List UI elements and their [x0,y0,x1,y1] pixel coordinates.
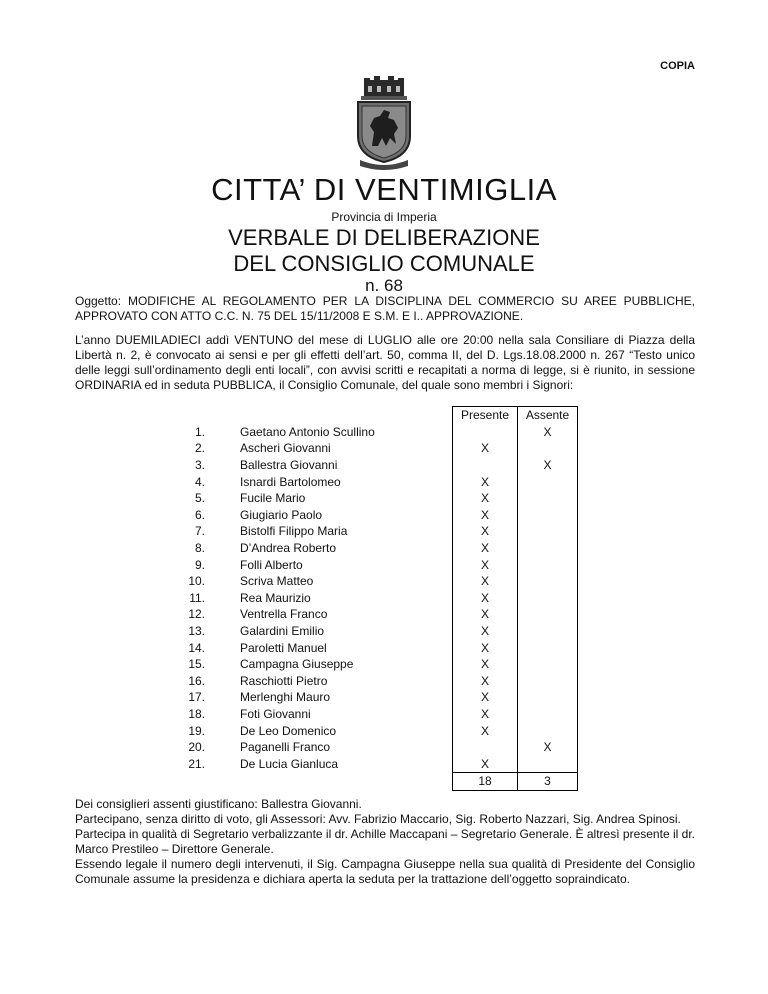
attendance-row [155,540,578,557]
absent-mark: X [518,457,578,474]
member-name: Ballestra Giovanni [240,458,338,473]
attendance-row [155,490,578,507]
attendance-row [155,739,578,756]
attendance-row [155,689,578,706]
verbale-line-2: DEL CONSIGLIO COMUNALE [233,251,535,276]
attendance-row [155,656,578,673]
present-mark: X [453,556,518,573]
absent-mark [518,755,578,772]
absent-mark [518,689,578,706]
total-absent: 3 [518,773,578,791]
member-number: 9. [194,557,205,572]
absent-mark [518,656,578,673]
member-number: 11. [189,590,205,605]
member-name: De Leo Domenico [240,723,337,738]
total-present: 18 [453,773,518,791]
present-mark: X [453,606,518,623]
attendance-row [155,473,578,490]
footer-paragraph: Partecipano, senza diritto di voto, gli Assessori: Avv. Fabrizio Maccario, Sig. Roberto Nazzari, Sig. Andrea Spinosi. [75,812,681,826]
member-name: Ascheri Giovanni [240,441,331,456]
present-mark: X [453,573,518,590]
deliberation-number: n. 68 [365,276,403,295]
member-name: Giugiario Paolo [240,507,323,522]
member-name: Paroletti Manuel [240,640,327,655]
present-mark: X [453,656,518,673]
present-mark [453,739,518,756]
member-name: Fucile Mario [240,491,306,506]
member-number: 14. [188,640,205,655]
attendance-table [155,406,578,791]
attendance-row [155,523,578,540]
attendance-row [155,440,578,457]
absent-mark [518,490,578,507]
present-mark: X [453,722,518,739]
verbale-line-1: VERBALE DI DELIBERAZIONE [228,225,540,250]
present-mark: X [453,689,518,706]
attendance-row [155,623,578,640]
member-name: D’Andrea Roberto [240,541,337,556]
absent-mark [518,573,578,590]
member-number: 12. [188,607,205,622]
footer-paragraph: Essendo legale il numero degli intervenuti, il Sig. Campagna Giuseppe nella sua qualità di Presidente del Consiglio Comunale assume la presidenza e dichiara aperta la seduta per la trattazione dell’oggetto sopraindicato. [75,857,695,886]
present-mark [453,424,518,441]
member-name: Isnardi Bartolomeo [240,474,341,489]
attendance-row [155,573,578,590]
member-name: Raschiotti Pietro [240,673,328,688]
attendance-row [155,673,578,690]
member-number: 5. [194,491,205,506]
member-name: Campagna Giuseppe [240,657,354,672]
member-number: 19. [188,723,205,738]
member-number: 21. [188,757,205,772]
absent-mark [518,590,578,607]
member-number: 16. [188,673,205,688]
present-mark: X [453,590,518,607]
absent-mark [518,523,578,540]
present-mark: X [453,507,518,524]
member-number: 10. [188,574,205,589]
member-number: 17. [188,690,205,705]
present-mark: X [453,490,518,507]
member-name: Ventrella Franco [240,607,328,622]
attendance-row [155,457,578,474]
member-number: 1. [194,424,205,439]
member-number: 18. [188,706,205,721]
attendance-row [155,606,578,623]
present-mark: X [453,440,518,457]
present-mark: X [453,673,518,690]
attendance-row [155,556,578,573]
attendance-row [155,424,578,441]
absent-mark [518,722,578,739]
member-number: 3. [194,458,205,473]
attendance-header-row [155,407,578,424]
footer-paragraph: Partecipa in qualità di Segretario verbalizzante il dr. Achille Maccapani – Segretario Generale. È altresì presente il dr. Marco Prestileo – Direttore Generale. [75,827,695,856]
member-name: Gaetano Antonio Scullino [240,424,375,439]
present-mark: X [453,639,518,656]
header-absent: Assente [518,407,578,424]
attendance-row [155,722,578,739]
absent-mark: X [518,424,578,441]
member-name: Paganelli Franco [240,740,331,755]
member-number: 7. [194,524,205,539]
absent-mark [518,606,578,623]
member-name: Scriva Matteo [240,574,314,589]
footer-paragraph: Dei consiglieri assenti giustificano: Ballestra Giovanni. [75,797,362,811]
province-subtitle: Provincia di Imperia [331,210,437,224]
present-mark: X [453,523,518,540]
present-mark: X [453,473,518,490]
verbale-heading [0,225,768,277]
intro-paragraph: L’anno DUEMILADIECI addì VENTUNO del mese di LUGLIO alle ore 20:00 nella sala Consiliare di Piazza della Libertà n. 2, è convocato ai sensi e per gli effetti dell’art. 50, comma II, del D. Lgs.18.08.2000 n. 267 “Testo unico delle leggi sull’ordinamento degli enti locali”, con avvisi scritti e recapitati a norma di legge, si è riunito, in sessione ORDINARIA ed in seduta PUBBLICA, il Consiglio Comunale, del quale sono membri i Signori: [75,333,695,392]
member-name: Merlenghi Mauro [240,690,331,705]
attendance-row [155,590,578,607]
header-present: Presente [453,407,518,424]
attendance-totals-row [155,773,578,791]
absent-mark [518,507,578,524]
present-mark: X [453,540,518,557]
present-mark [453,457,518,474]
absent-mark [518,706,578,723]
footer-paragraphs [75,797,695,887]
present-mark: X [453,623,518,640]
attendance-row [155,507,578,524]
absent-mark [518,623,578,640]
member-name: De Lucia Gianluca [240,757,339,772]
present-mark: X [453,706,518,723]
attendance-row [155,706,578,723]
member-name: Bistolfi Filippo Maria [240,524,348,539]
member-number: 4. [194,474,205,489]
absent-mark [518,639,578,656]
present-mark: X [453,755,518,772]
copia-label: COPIA [660,60,695,72]
member-number: 13. [188,624,205,639]
member-number: 2. [194,441,205,456]
attendance-row [155,639,578,656]
absent-mark [518,440,578,457]
member-number: 15. [188,657,205,672]
absent-mark: X [518,739,578,756]
member-name: Folli Alberto [240,557,303,572]
member-number: 8. [194,541,205,556]
absent-mark [518,540,578,557]
absent-mark [518,473,578,490]
member-name: Foti Giovanni [240,706,311,721]
attendance-row [155,755,578,772]
coat-of-arms-icon [344,76,424,172]
absent-mark [518,673,578,690]
member-name: Galardini Emilio [240,624,325,639]
member-number: 6. [194,507,205,522]
document-title: CITTA’ DI VENTIMIGLIA [211,172,557,207]
member-number: 20. [188,740,205,755]
oggetto-paragraph: Oggetto: MODIFICHE AL REGOLAMENTO PER LA DISCIPLINA DEL COMMERCIO SU AREE PUBBLICHE, APPROVATO CON ATTO C.C. N. 75 DEL 15/11/2008 E S.M. E I.. APPROVAZIONE. [75,294,695,323]
absent-mark [518,556,578,573]
member-name: Rea Maurizio [240,590,311,605]
